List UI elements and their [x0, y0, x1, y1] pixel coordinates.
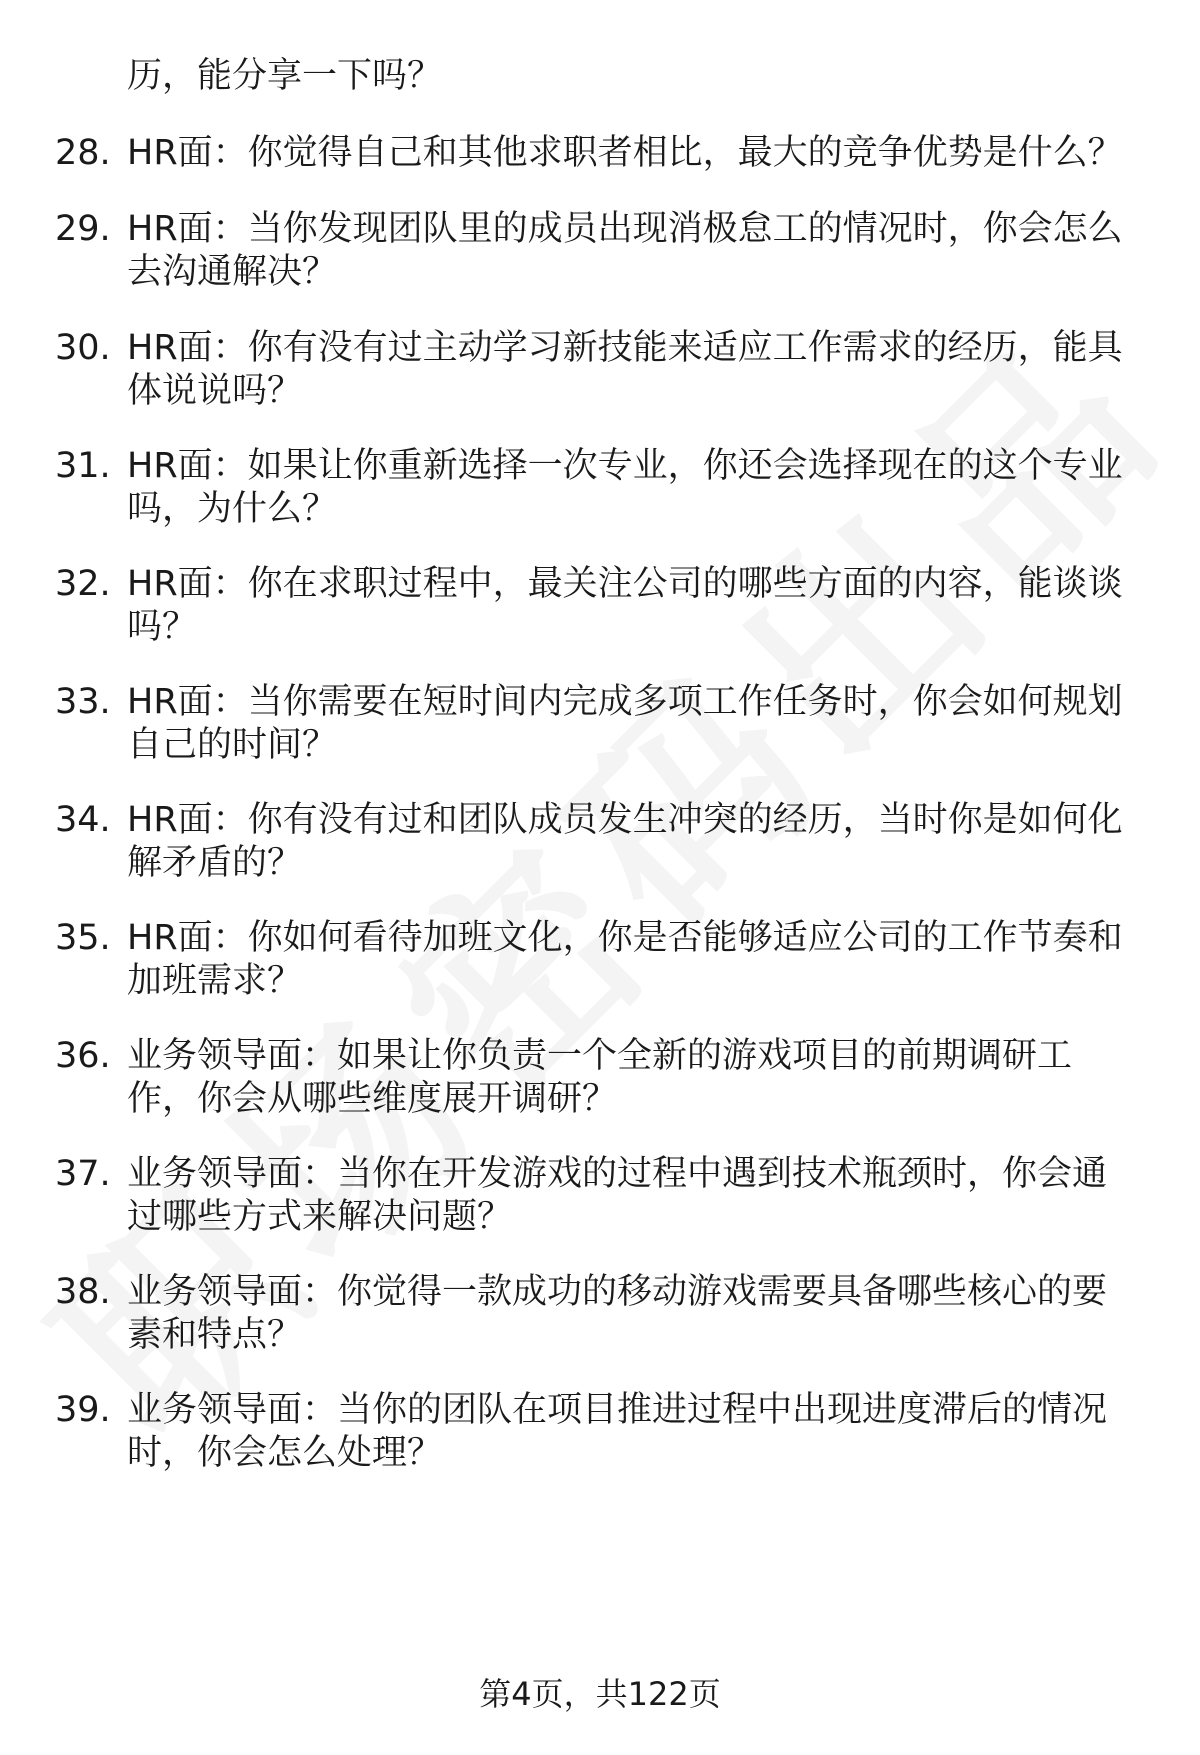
item-number: 38.: [55, 1272, 111, 1312]
item-number: 34.: [55, 800, 111, 840]
list-item-line: 业务领导面：当你在开发游戏的过程中遇到技术瓶颈时，你会通: [127, 1154, 1108, 1194]
list-item-line: 业务领导面：当你的团队在项目推进过程中出现进度滞后的情况: [127, 1390, 1108, 1430]
item-number: 33.: [55, 682, 111, 722]
list-item-line: 时，你会怎么处理？: [127, 1433, 443, 1473]
list-item-line: HR面：你有没有过和团队成员发生冲突的经历，当时你是如何化: [127, 800, 1123, 840]
item-number: 37.: [55, 1154, 111, 1194]
item-number: 32.: [55, 564, 111, 604]
list-item-continuation: 历，能分享一下吗？: [127, 56, 443, 96]
list-item-line: HR面：你在求职过程中，最关注公司的哪些方面的内容，能谈谈: [127, 564, 1123, 604]
item-number: 39.: [55, 1390, 111, 1430]
list-item-line: 吗，为什么？: [127, 489, 338, 529]
item-number: 29.: [55, 209, 111, 249]
list-item-line: HR面：你觉得自己和其他求职者相比，最大的竞争优势是什么？: [127, 133, 1123, 173]
list-item-line: 加班需求？: [127, 961, 303, 1001]
list-item-line: HR面：你有没有过主动学习新技能来适应工作需求的经历，能具: [127, 328, 1123, 368]
list-item-line: 解矛盾的？: [127, 843, 303, 883]
list-item-line: 自己的时间？: [127, 725, 338, 765]
list-item-line: HR面：当你需要在短时间内完成多项工作任务时，你会如何规划: [127, 682, 1123, 722]
list-item-line: HR面：如果让你重新选择一次专业，你还会选择现在的这个专业: [127, 446, 1123, 486]
item-number: 28.: [55, 133, 111, 173]
list-item-line: 素和特点？: [127, 1315, 303, 1355]
list-item-line: 作，你会从哪些维度展开调研？: [127, 1079, 618, 1119]
item-number: 31.: [55, 446, 111, 486]
list-item-line: 业务领导面：如果让你负责一个全新的游戏项目的前期调研工: [127, 1036, 1073, 1076]
item-number: 36.: [55, 1036, 111, 1076]
item-number: 35.: [55, 918, 111, 958]
list-item-line: 吗？: [127, 607, 198, 647]
list-item-line: 业务领导面：你觉得一款成功的移动游戏需要具备哪些核心的要: [127, 1272, 1108, 1312]
item-number: 30.: [55, 328, 111, 368]
list-item-line: HR面：当你发现团队里的成员出现消极怠工的情况时，你会怎么: [127, 209, 1123, 249]
page-footer: 第4页，共122页: [479, 1675, 721, 1713]
list-item-line: 体说说吗？: [127, 371, 303, 411]
list-item-line: HR面：你如何看待加班文化，你是否能够适应公司的工作节奏和: [127, 918, 1123, 958]
list-item-line: 过哪些方式来解决问题？: [127, 1197, 513, 1237]
list-item-line: 去沟通解决？: [127, 252, 338, 292]
